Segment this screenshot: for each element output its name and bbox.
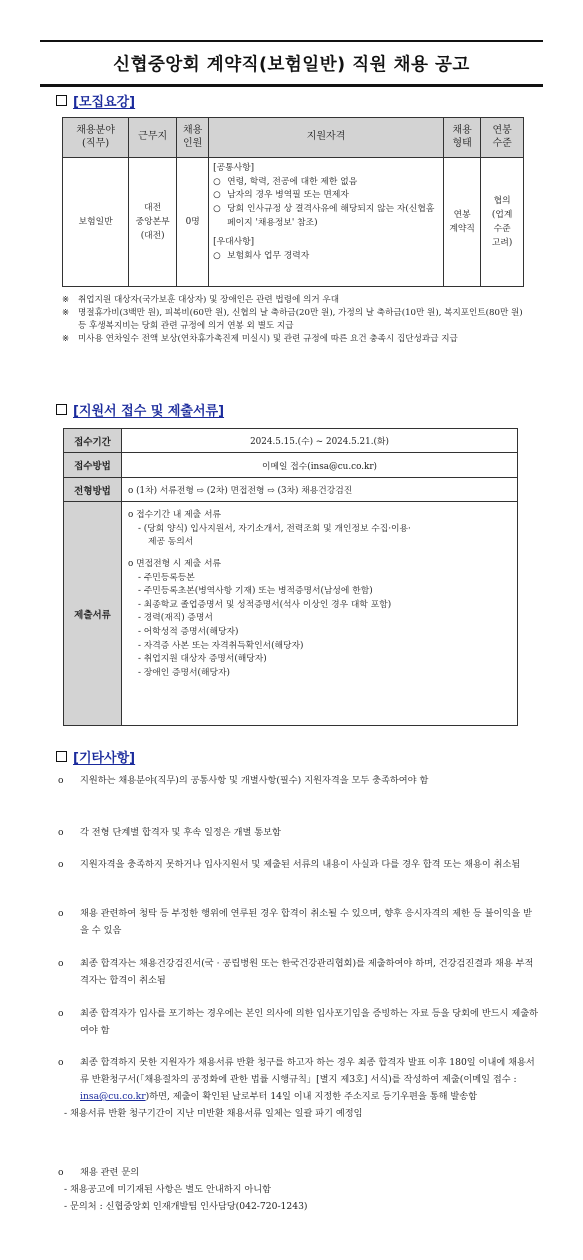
checkbox-square-icon bbox=[56, 95, 67, 106]
reference-mark-icon: ※ bbox=[62, 333, 70, 344]
header-qualification: 지원자격 bbox=[209, 118, 444, 158]
recruit-table bbox=[62, 117, 524, 287]
type-line: 계약직 bbox=[449, 224, 475, 234]
location-line: (대전) bbox=[140, 231, 165, 242]
circle-bullet-icon: ο bbox=[58, 1167, 64, 1178]
docs-value bbox=[122, 502, 518, 726]
docs-line: - (당회 양식) 입사지원서, 자기소개서, 전력조회 및 개인정보 수집·이용· bbox=[138, 523, 411, 534]
docs-line: - 주민등록등본 bbox=[138, 572, 195, 583]
cell-salary bbox=[481, 158, 524, 287]
header-field: 채용분야 (직무) bbox=[63, 118, 129, 158]
etc-item-3: ο 지원자격을 충족하지 못하거나 입사지원서 및 제출된 서류의 내용이 사실과 다를 경우 합격 또는 채용이 취소됨 bbox=[58, 856, 538, 873]
item7-dash: - 채용서류 반환 청구기간이 지난 미반환 채용서류 일체는 일괄 파기 예정임 bbox=[64, 1108, 363, 1120]
etc-item-5: ο 최종 합격자는 채용건강검진서(국 · 공립병원 또는 한국건강관리협회)를 제출하여야 하며, 건강검진결과 채용 부적격자는 합격이 취소됨 bbox=[58, 955, 538, 989]
title-rule-bottom bbox=[40, 84, 543, 87]
common-title: [공통사항] bbox=[213, 163, 255, 173]
etc-item-6: ο 최종 합격자가 입사를 포기하는 경우에는 본인 의사에 의한 입사포기임을 증빙하는 자료 등을 당회에 반드시 제출하여야 함 bbox=[58, 1005, 538, 1039]
item7-text-b: )하면, 제출이 확인된 날로부터 14일 이내 지정한 주소지로 등기우편을 통해 발송함 bbox=[145, 1091, 478, 1103]
salary-line: 협의 bbox=[493, 195, 511, 206]
cell-type bbox=[443, 158, 480, 287]
salary-line: (업계 bbox=[491, 209, 513, 220]
cell-field: 보험일반 bbox=[63, 158, 129, 287]
circle-bullet-icon: ○ bbox=[213, 250, 221, 261]
salary-line: 고려) bbox=[491, 238, 513, 249]
period-value: 2024.5.15.(수) ~ 2024.5.21.(화) bbox=[122, 429, 518, 453]
list-item: ○ 보험회사 업무 경력자 bbox=[213, 250, 439, 264]
docs-label: 제출서류 bbox=[64, 502, 122, 726]
etc-item-7 bbox=[58, 1054, 538, 1122]
page-title: 신협중앙회 계약직(보험일반) 직원 채용 공고 bbox=[113, 54, 470, 75]
circle-bullet-icon: ο bbox=[58, 775, 64, 786]
item8-dash-1: - 채용공고에 미기재된 사항은 별도 안내하지 아니함 bbox=[64, 1184, 272, 1196]
reference-mark-icon: ※ bbox=[62, 295, 70, 305]
cell-location bbox=[129, 158, 177, 287]
etc-item-8: ο 채용 관련 문의 - 채용공고에 미기재된 사항은 별도 안내하지 아니함 - 문의처 : 신협중앙회 인재개발팀 인사담당(042-720-1243) bbox=[58, 1164, 538, 1215]
docs-line: 제공 동의서 bbox=[148, 537, 194, 548]
header-salary: 연봉 수준 bbox=[481, 118, 524, 158]
cell-qualification bbox=[209, 158, 444, 287]
header-type: 채용 형태 bbox=[443, 118, 480, 158]
reference-mark-icon: ※ bbox=[62, 307, 70, 318]
etc-item-2: ο 각 전형 단계별 합격자 및 후속 일정은 개별 통보함 bbox=[58, 824, 538, 841]
location-line: 중앙본부 bbox=[135, 216, 170, 227]
docs-line: - 장애인 증명서(해당자) bbox=[138, 667, 230, 678]
circle-bullet-icon: ο bbox=[58, 1057, 64, 1068]
location-line: 대전 bbox=[144, 202, 162, 213]
section-recruit-label: [모집요강] bbox=[73, 95, 136, 110]
circle-bullet-icon: ο bbox=[58, 908, 64, 919]
header-count: 채용 인원 bbox=[177, 118, 209, 158]
docs-line: ο 접수기간 내 제출 서류 bbox=[128, 510, 221, 520]
method-value: 이메일 접수(insa@cu.co.kr) bbox=[122, 453, 518, 478]
list-item: ○ 연령, 학력, 전공에 대한 제한 없음 bbox=[213, 176, 439, 190]
item8-dash-2: - 문의처 : 신협중앙회 인재개발팀 인사담당(042-720-1243) bbox=[64, 1201, 308, 1213]
section-apply-label: [지원서 접수 및 제출서류] bbox=[73, 404, 225, 419]
checkbox-square-icon bbox=[56, 404, 67, 415]
item7-text-a: 최종 합격하지 못한 지원자가 채용서류 반환 청구를 하고자 하는 경우 최종 합격자 발표 이후 180일 이내에 채용서류 반환청구서(「채용절차의 공정화에 관한 법률 시행규칙」[별지 제3호] 서식)를 작성하여 제출(이메일 접수 : bbox=[80, 1057, 535, 1086]
circle-bullet-icon: ο bbox=[58, 859, 64, 870]
section-etc-heading bbox=[56, 747, 135, 766]
list-item: ○ 당회 인사규정 상 결격사유에 해당되지 않는 자(신협홈페이지 '채용정보' 참조) bbox=[213, 203, 439, 230]
cell-count: 0명 bbox=[177, 158, 209, 287]
note-item: ※ 명절휴가비(3백만 원), 피복비(60만 원), 신협의 날 축하금(20만 원), 가정의 날 축하금(10만 원), 복지포인트(80만 원) 등 후생복지비는 당회 관련 규정에 의거 연봉 외 별도 지급 bbox=[62, 307, 523, 331]
apply-table bbox=[63, 428, 518, 726]
docs-line: - 주민등록초본(병역사항 기재) 또는 병적증명서(남성에 한함) bbox=[138, 586, 373, 597]
title-block bbox=[40, 40, 543, 87]
circle-bullet-icon: ○ bbox=[213, 203, 221, 214]
header-location: 근무지 bbox=[129, 118, 177, 158]
docs-line: ο 면접전형 시 제출 서류 bbox=[128, 558, 221, 569]
period-label: 접수기간 bbox=[64, 429, 122, 453]
docs-line: - 경력(재직) 증명서 bbox=[138, 613, 213, 624]
circle-bullet-icon: ○ bbox=[213, 176, 221, 187]
email-link[interactable]: insa@cu.co.kr bbox=[80, 1091, 146, 1103]
process-value: ο (1차) 서류전형 ⇨ (2차) 면접전형 ⇨ (3차) 채용건강검진 bbox=[122, 478, 518, 502]
section-recruit-heading bbox=[56, 91, 135, 110]
list-item: ○ 남자의 경우 병역필 또는 면제자 bbox=[213, 189, 439, 203]
salary-line: 수준 bbox=[493, 224, 511, 234]
preferred-title: [우대사항] bbox=[213, 237, 255, 248]
etc-item-4: ο 채용 관련하여 청탁 등 부정한 행위에 연루된 경우 합격이 취소될 수 있으며, 향후 응시자격의 제한 등 불이익을 받을 수 있음 bbox=[58, 905, 538, 939]
circle-bullet-icon: ο bbox=[58, 827, 64, 838]
checkbox-square-icon bbox=[56, 751, 67, 762]
type-line: 연봉 bbox=[453, 209, 471, 220]
note-item: ※ 미사용 연차일수 전액 보상(연차휴가촉진제 미실시) 및 관련 규정에 따른 요건 충족시 집단성과급 지급 bbox=[62, 333, 458, 344]
section-apply-heading bbox=[56, 400, 224, 419]
process-label: 전형방법 bbox=[64, 478, 122, 502]
docs-line: - 최종학교 졸업증명서 및 성적증명서(석사 이상인 경우 대학 포함) bbox=[138, 599, 392, 610]
circle-bullet-icon: ○ bbox=[213, 190, 221, 201]
circle-bullet-icon: ο bbox=[58, 1008, 64, 1019]
docs-line: - 취업지원 대상자 증명서(해당자) bbox=[138, 654, 267, 665]
docs-spacer bbox=[128, 550, 511, 558]
recruit-notes bbox=[62, 294, 532, 346]
circle-bullet-icon: ο bbox=[58, 958, 64, 969]
docs-line: - 어학성적 증명서(해당자) bbox=[138, 627, 239, 637]
docs-line: - 자격증 사본 또는 자격취득확인서(해당자) bbox=[138, 640, 304, 651]
section-etc-label: [기타사항] bbox=[73, 751, 136, 766]
note-item: ※ 취업지원 대상자(국가보훈 대상자) 및 장애인은 관련 법령에 의거 우대 bbox=[62, 295, 340, 305]
etc-item-1: ο 지원하는 채용분야(직무)의 공통사항 및 개별사항(필수) 지원자격을 모두 충족하여야 함 bbox=[58, 772, 538, 789]
method-label: 접수방법 bbox=[64, 453, 122, 478]
